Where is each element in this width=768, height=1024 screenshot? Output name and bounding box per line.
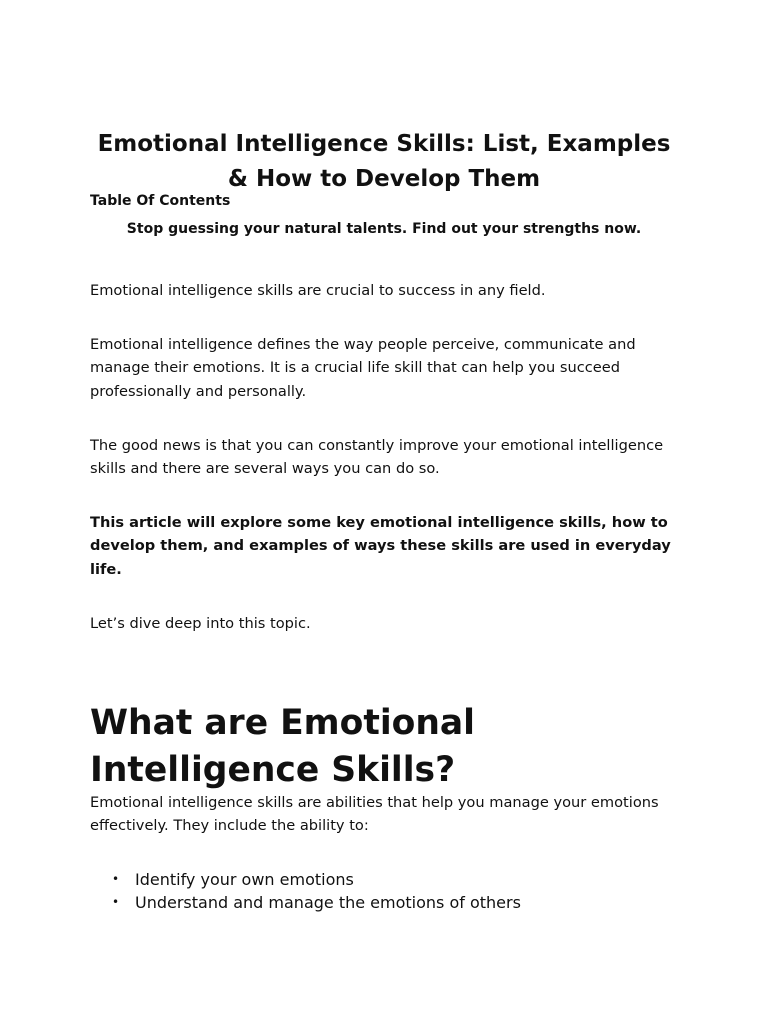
section-heading: What are Emotional Intelligence Skills? <box>90 703 476 790</box>
table-of-contents-toggle[interactable]: Table Of Contents <box>90 193 231 209</box>
good-news-paragraph: The good news is that you can constantly improve your emotional intelligence skills and there are several ways you can do so. <box>90 437 664 478</box>
intro-paragraph: Emotional intelligence skills are crucial to success in any field. <box>90 282 546 299</box>
section-intro-paragraph: Emotional intelligence skills are abilities that help you manage your emotions effectively. They include the ability to: <box>90 794 659 835</box>
article-title: Emotional Intelligence Skills: List, Examples & How to Develop Them <box>97 131 671 192</box>
skills-list <box>90 868 521 914</box>
bullet-icon: • <box>112 872 120 886</box>
list-item <box>90 868 521 891</box>
list-item <box>90 891 521 914</box>
definition-paragraph: Emotional intelligence defines the way people perceive, communicate and manage their emotions. It is a crucial life skill that can help you succeed professionally and personally. <box>90 336 636 400</box>
bullet-icon: • <box>112 895 120 909</box>
list-item-text: Understand and manage the emotions of others <box>135 893 521 912</box>
article-summary-paragraph: This article will explore some key emotional intelligence skills, how to develop them, and examples of ways these skills are used in everyday life. <box>90 514 671 578</box>
strengths-promo-link[interactable]: Stop guessing your natural talents. Find out your strengths now. <box>126 221 642 237</box>
transition-paragraph: Let’s dive deep into this topic. <box>90 615 311 632</box>
list-item-text: Identify your own emotions <box>135 870 354 889</box>
